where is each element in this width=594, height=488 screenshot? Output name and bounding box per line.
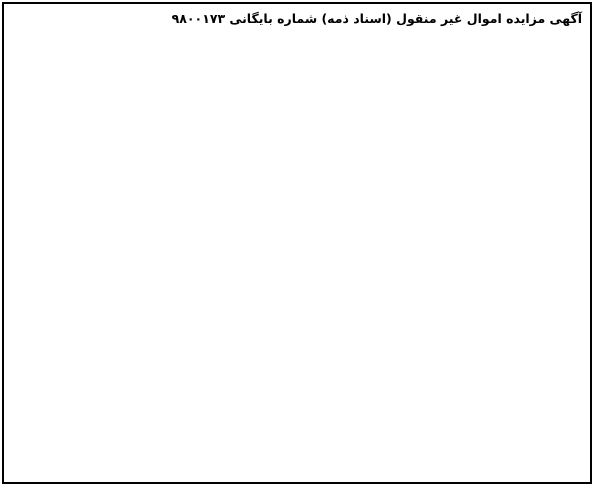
- notice-title: آگهی مزایده اموال غیر منقول (اسناد ذمه) شماره بایگانی ۹۸۰۰۱۷۳: [171, 11, 582, 26]
- auction-notice: [2, 2, 592, 484]
